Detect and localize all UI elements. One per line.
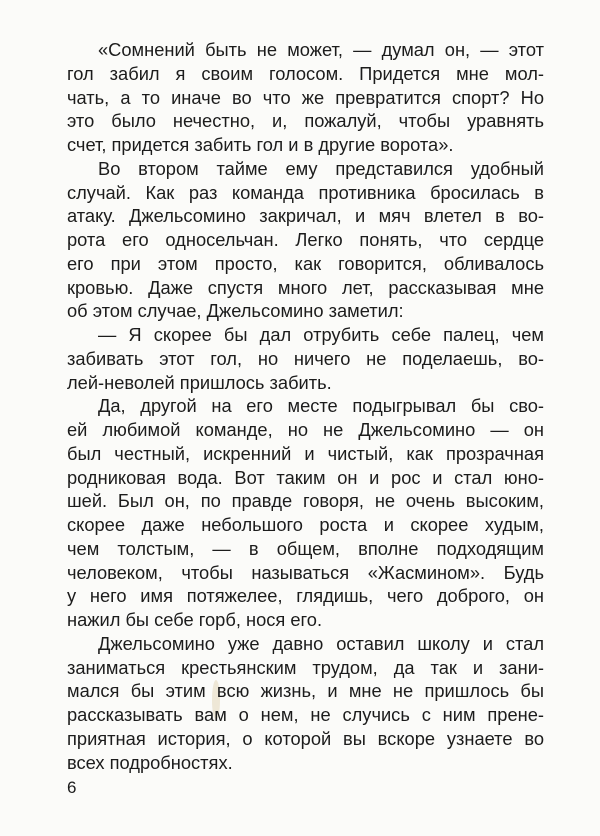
text-line: — Я скорее бы дал отрубить себе палец, чем bbox=[98, 324, 544, 345]
text-line: заниматься крестьянским трудом, да так и зани- bbox=[67, 656, 544, 678]
text-line: чем толстым, — в общем, вполне подходящим bbox=[67, 537, 544, 559]
text-line: всех подробностях. bbox=[67, 751, 233, 773]
text-line: гол забил я своим голосом. Придется мне мол- bbox=[67, 62, 544, 84]
text-line: у него имя потяжелее, глядишь, чего доброго, он bbox=[67, 585, 544, 607]
text-line: человеком, чтобы называться «Жасмином». Будь bbox=[67, 561, 544, 583]
text-line: рота его односельчан. Легко понять, что сердце bbox=[67, 229, 544, 250]
text-line: кровью. Даже спустя много лет, рассказывая мне bbox=[67, 276, 544, 298]
text-line: счет, придется забить гол и в другие ворота». bbox=[67, 134, 454, 155]
text-line: рассказывать вам о нем, не случись с ним прене- bbox=[67, 704, 544, 725]
paragraph bbox=[67, 632, 544, 775]
text-line: нажил бы себе горб, нося его. bbox=[67, 609, 323, 630]
text-line: был честный, искренний и чистый, как прозрачная bbox=[67, 442, 544, 464]
text-line: случай. Как раз команда противника бросилась в bbox=[67, 181, 544, 203]
text-line: атаку. Джельсомино закричал, и мяч влетел в во- bbox=[67, 205, 544, 227]
text-line: ей любимой команде, но не Джельсомино — он bbox=[67, 419, 544, 440]
text-line: приятная история, о которой вы вскоре узнаете во bbox=[67, 727, 544, 749]
text-line: лей-неволей пришлось забить. bbox=[67, 371, 332, 393]
text-line: Джельсомино уже давно оставил школу и стал bbox=[98, 632, 544, 654]
text-line: об этом случае, Джельсомино заметил: bbox=[67, 300, 404, 322]
book-page-text bbox=[67, 38, 544, 774]
paragraph bbox=[67, 38, 544, 157]
text-line: родниковая вода. Вот таким он и рос и стал юно- bbox=[67, 466, 544, 488]
text-line: это было нечестно, и, пожалуй, чтобы уравнять bbox=[67, 110, 544, 132]
paragraph bbox=[67, 394, 544, 632]
text-line: Да, другой на его месте подыгрывал бы сво- bbox=[98, 395, 544, 417]
page-number: 6 bbox=[67, 778, 77, 797]
text-line: его при этом просто, как говорится, обливалось bbox=[67, 252, 544, 274]
text-line: Во втором тайме ему представился удобный bbox=[98, 157, 544, 179]
paragraph bbox=[67, 323, 544, 394]
text-line: скорее даже небольшого роста и скорее худым, bbox=[67, 514, 544, 535]
paragraph bbox=[67, 157, 544, 323]
text-line: мался бы этим всю жизнь, и мне не пришлось бы bbox=[67, 680, 544, 702]
text-line: шей. Был он, по правде говоря, не очень высоким, bbox=[67, 490, 544, 512]
text-line: чать, а то иначе во что же превратится спорт? Но bbox=[67, 86, 544, 108]
text-line: «Сомнений быть не может, — думал он, — этот bbox=[98, 39, 544, 60]
text-line: забивать этот гол, но ничего не поделаешь, во- bbox=[67, 347, 544, 369]
